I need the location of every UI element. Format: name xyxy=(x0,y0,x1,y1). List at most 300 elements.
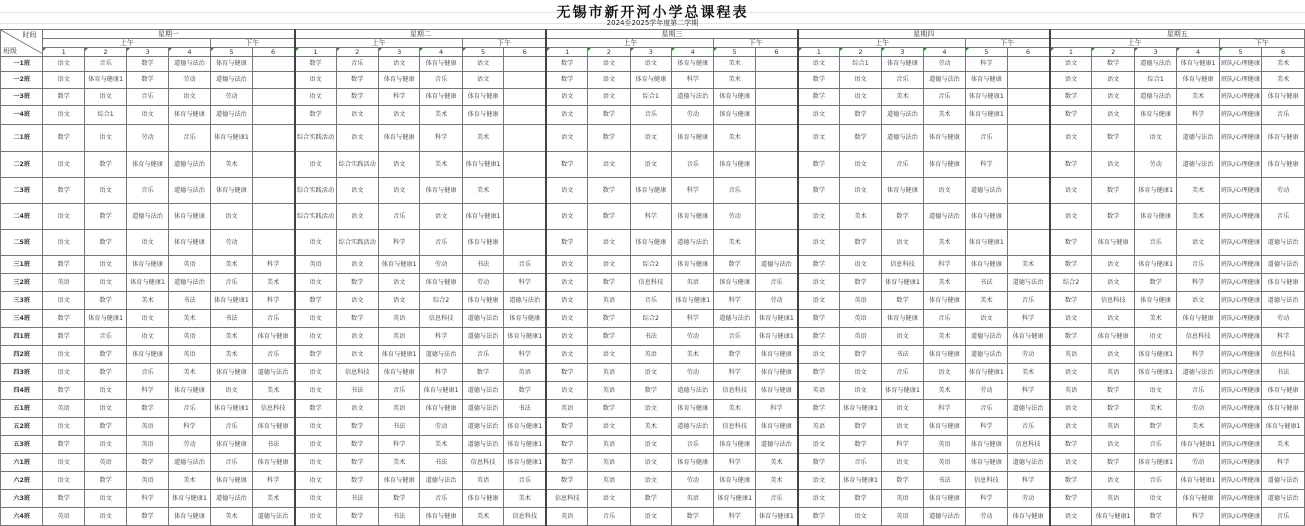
lesson-cell[interactable]: 数学 xyxy=(588,125,630,152)
lesson-cell[interactable]: 体育与健康 xyxy=(1134,106,1176,125)
lesson-cell[interactable]: 班队/心理健康 xyxy=(1219,418,1261,436)
lesson-cell[interactable]: 体育与健康 xyxy=(630,178,671,204)
lesson-cell[interactable]: 体育与健康 xyxy=(672,400,714,418)
lesson-cell[interactable]: 综合2 xyxy=(420,292,462,310)
lesson-cell[interactable]: 数学 xyxy=(43,125,84,152)
lesson-cell[interactable]: 科学 xyxy=(755,400,797,418)
lesson-cell[interactable]: 语文 xyxy=(588,72,630,89)
lesson-cell[interactable]: 劳动 xyxy=(672,472,714,490)
lesson-cell[interactable]: 语文 xyxy=(336,328,378,346)
lesson-cell[interactable]: 数学 xyxy=(1092,57,1134,72)
lesson-cell[interactable]: 英语 xyxy=(546,508,587,526)
lesson-cell[interactable]: 数学 xyxy=(1050,230,1092,256)
lesson-cell[interactable]: 语文 xyxy=(1092,274,1134,292)
lesson-cell[interactable]: 美术 xyxy=(923,382,965,400)
lesson-cell[interactable]: 英语 xyxy=(839,310,881,328)
lesson-cell[interactable]: 信息科技 xyxy=(1177,328,1219,346)
lesson-cell[interactable]: 体育与健康 xyxy=(966,436,1007,454)
lesson-cell[interactable]: 数学 xyxy=(546,472,587,490)
lesson-cell[interactable]: 数学 xyxy=(1134,508,1176,526)
lesson-cell[interactable]: 信息科技 xyxy=(504,508,546,526)
lesson-cell[interactable]: 英语 xyxy=(127,418,168,436)
lesson-cell[interactable] xyxy=(755,106,797,125)
lesson-cell[interactable]: 语文 xyxy=(84,436,126,454)
lesson-cell[interactable]: 道德与法治 xyxy=(714,310,755,328)
lesson-cell[interactable]: 数学 xyxy=(84,472,126,490)
lesson-cell[interactable]: 班队/心理健康 xyxy=(1219,274,1261,292)
lesson-cell[interactable]: 音乐 xyxy=(211,274,252,292)
lesson-cell[interactable]: 数学 xyxy=(1092,454,1134,472)
lesson-cell[interactable] xyxy=(1007,57,1049,72)
lesson-cell[interactable]: 数学 xyxy=(798,328,839,346)
lesson-cell[interactable]: 语文 xyxy=(798,125,839,152)
lesson-cell[interactable]: 音乐 xyxy=(504,256,546,274)
lesson-cell[interactable]: 数学 xyxy=(546,364,587,382)
lesson-cell[interactable]: 数学 xyxy=(798,178,839,204)
lesson-cell[interactable]: 语文 xyxy=(546,256,587,274)
lesson-cell[interactable]: 班队/心理健康 xyxy=(1219,436,1261,454)
lesson-cell[interactable]: 语文 xyxy=(839,72,881,89)
lesson-cell[interactable]: 语文 xyxy=(588,230,630,256)
lesson-cell[interactable]: 语文 xyxy=(546,125,587,152)
lesson-cell[interactable]: 音乐 xyxy=(252,346,294,364)
lesson-cell[interactable]: 语文 xyxy=(336,204,378,230)
lesson-cell[interactable]: 体育与健康1 xyxy=(1134,346,1176,364)
lesson-cell[interactable]: 美术 xyxy=(839,204,881,230)
lesson-cell[interactable]: 语文 xyxy=(84,178,126,204)
lesson-cell[interactable]: 体育与健康 xyxy=(1134,204,1176,230)
lesson-cell[interactable]: 语文 xyxy=(588,152,630,178)
lesson-cell[interactable]: 英语 xyxy=(295,256,336,274)
lesson-cell[interactable]: 语文 xyxy=(84,508,126,526)
lesson-cell[interactable]: 语文 xyxy=(295,72,336,89)
lesson-cell[interactable]: 道德与法治 xyxy=(672,418,714,436)
lesson-cell[interactable]: 体育与健康 xyxy=(882,57,923,72)
lesson-cell[interactable]: 美术 xyxy=(420,106,462,125)
lesson-cell[interactable]: 数学 xyxy=(336,472,378,490)
lesson-cell[interactable]: 数学 xyxy=(127,454,168,472)
lesson-cell[interactable]: 数学 xyxy=(546,72,587,89)
lesson-cell[interactable]: 美术 xyxy=(168,364,210,382)
lesson-cell[interactable]: 劳动 xyxy=(168,436,210,454)
lesson-cell[interactable]: 科学 xyxy=(127,490,168,508)
lesson-cell[interactable]: 劳动 xyxy=(1177,400,1219,418)
lesson-cell[interactable]: 劳动 xyxy=(1007,490,1049,508)
lesson-cell[interactable]: 体育与健康1 xyxy=(966,230,1007,256)
lesson-cell[interactable]: 道德与法治 xyxy=(462,382,503,400)
lesson-cell[interactable]: 综合2 xyxy=(630,310,671,328)
lesson-cell[interactable]: 美术 xyxy=(1007,256,1049,274)
lesson-cell[interactable]: 语文 xyxy=(546,346,587,364)
lesson-cell[interactable]: 语文 xyxy=(839,152,881,178)
lesson-cell[interactable]: 体育与健康 xyxy=(714,274,755,292)
lesson-cell[interactable]: 体育与健康1 xyxy=(1134,454,1176,472)
lesson-cell[interactable]: 语文 xyxy=(378,274,419,292)
lesson-cell[interactable]: 音乐 xyxy=(588,508,630,526)
lesson-cell[interactable]: 英语 xyxy=(1092,490,1134,508)
lesson-cell[interactable]: 英语 xyxy=(882,490,923,508)
lesson-cell[interactable]: 体育与健康1 xyxy=(504,436,546,454)
lesson-cell[interactable]: 语文 xyxy=(43,454,84,472)
lesson-cell[interactable]: 数学 xyxy=(127,72,168,89)
lesson-cell[interactable]: 数学 xyxy=(295,106,336,125)
lesson-cell[interactable]: 美术 xyxy=(462,125,503,152)
lesson-cell[interactable]: 音乐 xyxy=(1007,292,1049,310)
lesson-cell[interactable]: 语文 xyxy=(336,292,378,310)
lesson-cell[interactable]: 数学 xyxy=(588,204,630,230)
lesson-cell[interactable]: 美术 xyxy=(1134,310,1176,328)
lesson-cell[interactable]: 体育与健康 xyxy=(923,490,965,508)
lesson-cell[interactable]: 语文 xyxy=(630,400,671,418)
lesson-cell[interactable]: 科学 xyxy=(630,204,671,230)
lesson-cell[interactable]: 语文 xyxy=(882,418,923,436)
lesson-cell[interactable]: 数学 xyxy=(798,508,839,526)
lesson-cell[interactable]: 数学 xyxy=(1050,436,1092,454)
lesson-cell[interactable]: 数学 xyxy=(295,57,336,72)
lesson-cell[interactable]: 语文 xyxy=(1092,152,1134,178)
lesson-cell[interactable]: 美术 xyxy=(714,125,755,152)
lesson-cell[interactable]: 美术 xyxy=(672,346,714,364)
lesson-cell[interactable]: 体育与健康 xyxy=(378,125,419,152)
lesson-cell[interactable]: 体育与健康 xyxy=(168,106,210,125)
lesson-cell[interactable]: 道德与法治 xyxy=(966,346,1007,364)
lesson-cell[interactable]: 道德与法治 xyxy=(1177,364,1219,382)
lesson-cell[interactable]: 道德与法治 xyxy=(168,57,210,72)
lesson-cell[interactable]: 体育与健康 xyxy=(127,152,168,178)
lesson-cell[interactable]: 英语 xyxy=(630,346,671,364)
lesson-cell[interactable]: 英语 xyxy=(546,400,587,418)
lesson-cell[interactable]: 语文 xyxy=(839,89,881,106)
lesson-cell[interactable]: 音乐 xyxy=(168,125,210,152)
lesson-cell[interactable]: 道德与法治 xyxy=(211,72,252,89)
lesson-cell[interactable]: 音乐 xyxy=(336,57,378,72)
lesson-cell[interactable]: 班队/心理健康 xyxy=(1219,508,1261,526)
lesson-cell[interactable]: 道德与法治 xyxy=(1262,256,1305,274)
lesson-cell[interactable]: 书法 xyxy=(923,472,965,490)
lesson-cell[interactable]: 体育与健康 xyxy=(504,310,546,328)
lesson-cell[interactable] xyxy=(755,204,797,230)
lesson-cell[interactable]: 英语 xyxy=(43,508,84,526)
lesson-cell[interactable]: 信息科技 xyxy=(252,400,294,418)
lesson-cell[interactable]: 道德与法治 xyxy=(1007,274,1049,292)
lesson-cell[interactable]: 综合1 xyxy=(1134,72,1176,89)
lesson-cell[interactable] xyxy=(755,125,797,152)
lesson-cell[interactable]: 音乐 xyxy=(420,72,462,89)
lesson-cell[interactable]: 班队/心理健康 xyxy=(1219,310,1261,328)
lesson-cell[interactable]: 语文 xyxy=(295,418,336,436)
lesson-cell[interactable]: 语文 xyxy=(1050,364,1092,382)
lesson-cell[interactable]: 语文 xyxy=(84,400,126,418)
lesson-cell[interactable]: 音乐 xyxy=(966,400,1007,418)
lesson-cell[interactable]: 语文 xyxy=(923,178,965,204)
lesson-cell[interactable]: 体育与健康1 xyxy=(966,364,1007,382)
lesson-cell[interactable]: 体育与健康 xyxy=(211,364,252,382)
lesson-cell[interactable]: 英语 xyxy=(127,436,168,454)
lesson-cell[interactable]: 英语 xyxy=(588,472,630,490)
lesson-cell[interactable]: 语文 xyxy=(420,204,462,230)
lesson-cell[interactable]: 音乐 xyxy=(84,328,126,346)
lesson-cell[interactable]: 数学 xyxy=(798,310,839,328)
lesson-cell[interactable]: 道德与法治 xyxy=(168,274,210,292)
lesson-cell[interactable]: 道德与法治 xyxy=(420,472,462,490)
lesson-cell[interactable]: 美术 xyxy=(923,106,965,125)
lesson-cell[interactable]: 科学 xyxy=(420,364,462,382)
lesson-cell[interactable]: 体育与健康 xyxy=(378,364,419,382)
lesson-cell[interactable]: 数学 xyxy=(378,490,419,508)
lesson-cell[interactable]: 科学 xyxy=(672,72,714,89)
lesson-cell[interactable]: 体育与健康 xyxy=(168,508,210,526)
lesson-cell[interactable]: 英语 xyxy=(43,274,84,292)
lesson-cell[interactable]: 劳动 xyxy=(1177,454,1219,472)
lesson-cell[interactable]: 英语 xyxy=(43,400,84,418)
lesson-cell[interactable]: 音乐 xyxy=(672,152,714,178)
lesson-cell[interactable]: 数学 xyxy=(546,152,587,178)
lesson-cell[interactable]: 道德与法治 xyxy=(966,178,1007,204)
lesson-cell[interactable]: 美术 xyxy=(923,328,965,346)
lesson-cell[interactable]: 美术 xyxy=(714,57,755,72)
lesson-cell[interactable]: 劳动 xyxy=(714,204,755,230)
lesson-cell[interactable]: 体育与健康 xyxy=(127,346,168,364)
lesson-cell[interactable] xyxy=(504,72,546,89)
lesson-cell[interactable]: 劳动 xyxy=(672,364,714,382)
lesson-cell[interactable]: 数学 xyxy=(882,204,923,230)
lesson-cell[interactable]: 信息科技 xyxy=(546,490,587,508)
lesson-cell[interactable]: 道德与法治 xyxy=(462,400,503,418)
lesson-cell[interactable]: 体育与健康 xyxy=(966,204,1007,230)
lesson-cell[interactable]: 语文 xyxy=(839,508,881,526)
lesson-cell[interactable]: 语文 xyxy=(588,256,630,274)
lesson-cell[interactable]: 美术 xyxy=(168,310,210,328)
lesson-cell[interactable]: 音乐 xyxy=(966,125,1007,152)
lesson-cell[interactable]: 语文 xyxy=(43,418,84,436)
lesson-cell[interactable]: 体育与健康 xyxy=(630,72,671,89)
lesson-cell[interactable]: 综合1 xyxy=(630,89,671,106)
lesson-cell[interactable]: 英语 xyxy=(378,328,419,346)
lesson-cell[interactable] xyxy=(1007,72,1049,89)
lesson-cell[interactable]: 数学 xyxy=(1134,418,1176,436)
lesson-cell[interactable]: 数学 xyxy=(1092,382,1134,400)
lesson-cell[interactable]: 数学 xyxy=(1050,490,1092,508)
lesson-cell[interactable]: 音乐 xyxy=(714,328,755,346)
lesson-cell[interactable]: 书法 xyxy=(630,328,671,346)
lesson-cell[interactable] xyxy=(252,230,294,256)
lesson-cell[interactable]: 道德与法治 xyxy=(672,382,714,400)
lesson-cell[interactable]: 语文 xyxy=(43,152,84,178)
lesson-cell[interactable]: 体育与健康1 xyxy=(211,292,252,310)
lesson-cell[interactable]: 体育与健康1 xyxy=(1092,508,1134,526)
lesson-cell[interactable]: 数学 xyxy=(43,382,84,400)
lesson-cell[interactable]: 班队/心理健康 xyxy=(1219,125,1261,152)
lesson-cell[interactable]: 体育与健康 xyxy=(630,230,671,256)
lesson-cell[interactable]: 体育与健康1 xyxy=(504,328,546,346)
lesson-cell[interactable]: 体育与健康1 xyxy=(714,490,755,508)
lesson-cell[interactable]: 信息科技 xyxy=(714,382,755,400)
lesson-cell[interactable]: 科学 xyxy=(672,310,714,328)
lesson-cell[interactable] xyxy=(252,57,294,72)
lesson-cell[interactable]: 语文 xyxy=(295,436,336,454)
lesson-cell[interactable]: 语文 xyxy=(798,490,839,508)
lesson-cell[interactable]: 科学 xyxy=(378,436,419,454)
lesson-cell[interactable]: 信息科技 xyxy=(336,364,378,382)
lesson-cell[interactable]: 数学 xyxy=(798,256,839,274)
lesson-cell[interactable]: 劳动 xyxy=(1134,152,1176,178)
lesson-cell[interactable]: 书法 xyxy=(378,508,419,526)
lesson-cell[interactable]: 道德与法治 xyxy=(672,230,714,256)
lesson-cell[interactable]: 语文 xyxy=(839,178,881,204)
lesson-cell[interactable]: 语文 xyxy=(84,274,126,292)
lesson-cell[interactable]: 劳动 xyxy=(1007,346,1049,364)
lesson-cell[interactable]: 科学 xyxy=(252,256,294,274)
lesson-cell[interactable]: 体育与健康 xyxy=(252,418,294,436)
lesson-cell[interactable]: 科学 xyxy=(504,274,546,292)
lesson-cell[interactable]: 语文 xyxy=(43,204,84,230)
lesson-cell[interactable]: 语文 xyxy=(336,346,378,364)
lesson-cell[interactable] xyxy=(504,106,546,125)
lesson-cell[interactable]: 班队/心理健康 xyxy=(1219,106,1261,125)
lesson-cell[interactable]: 语文 xyxy=(336,256,378,274)
lesson-cell[interactable]: 体育与健康 xyxy=(127,256,168,274)
lesson-cell[interactable]: 体育与健康 xyxy=(923,292,965,310)
lesson-cell[interactable]: 信息科技 xyxy=(966,472,1007,490)
lesson-cell[interactable]: 英语 xyxy=(588,382,630,400)
lesson-cell[interactable]: 数学 xyxy=(336,418,378,436)
lesson-cell[interactable]: 体育与健康 xyxy=(211,472,252,490)
lesson-cell[interactable]: 科学 xyxy=(714,508,755,526)
lesson-cell[interactable]: 班队/心理健康 xyxy=(1219,472,1261,490)
lesson-cell[interactable]: 英语 xyxy=(378,310,419,328)
lesson-cell[interactable]: 科学 xyxy=(127,382,168,400)
lesson-cell[interactable]: 语文 xyxy=(1050,418,1092,436)
lesson-cell[interactable]: 体育与健康1 xyxy=(127,274,168,292)
lesson-cell[interactable]: 体育与健康1 xyxy=(462,204,503,230)
lesson-cell[interactable]: 综合1 xyxy=(84,106,126,125)
lesson-cell[interactable]: 语文 xyxy=(882,454,923,472)
lesson-cell[interactable]: 数学 xyxy=(882,292,923,310)
lesson-cell[interactable]: 体育与健康1 xyxy=(966,106,1007,125)
lesson-cell[interactable]: 体育与健康 xyxy=(1177,310,1219,328)
lesson-cell[interactable]: 道德与法治 xyxy=(211,106,252,125)
lesson-cell[interactable]: 体育与健康1 xyxy=(211,125,252,152)
lesson-cell[interactable]: 科学 xyxy=(1007,472,1049,490)
lesson-cell[interactable]: 数学 xyxy=(630,382,671,400)
lesson-cell[interactable]: 综合1 xyxy=(839,57,881,72)
lesson-cell[interactable]: 语文 xyxy=(546,89,587,106)
lesson-cell[interactable]: 体育与健康 xyxy=(966,72,1007,89)
lesson-cell[interactable]: 语文 xyxy=(1092,72,1134,89)
lesson-cell[interactable]: 数学 xyxy=(1092,400,1134,418)
lesson-cell[interactable]: 体育与健康1 xyxy=(420,382,462,400)
lesson-cell[interactable]: 语文 xyxy=(43,346,84,364)
lesson-cell[interactable]: 语文 xyxy=(295,328,336,346)
lesson-cell[interactable]: 班队/心理健康 xyxy=(1219,57,1261,72)
lesson-cell[interactable]: 语文 xyxy=(882,230,923,256)
lesson-cell[interactable]: 科学 xyxy=(714,454,755,472)
lesson-cell[interactable]: 语文 xyxy=(546,328,587,346)
lesson-cell[interactable]: 体育与健康1 xyxy=(1134,256,1176,274)
lesson-cell[interactable]: 体育与健康1 xyxy=(1134,364,1176,382)
lesson-cell[interactable]: 书法 xyxy=(252,436,294,454)
lesson-cell[interactable]: 班队/心理健康 xyxy=(1219,152,1261,178)
lesson-cell[interactable]: 语文 xyxy=(798,292,839,310)
lesson-cell[interactable]: 道德与法治 xyxy=(882,125,923,152)
lesson-cell[interactable]: 语文 xyxy=(1177,292,1219,310)
lesson-cell[interactable]: 班队/心理健康 xyxy=(1219,256,1261,274)
lesson-cell[interactable]: 音乐 xyxy=(1007,418,1049,436)
lesson-cell[interactable]: 道德与法治 xyxy=(755,256,797,274)
lesson-cell[interactable]: 数学 xyxy=(84,230,126,256)
lesson-cell[interactable]: 数学 xyxy=(546,454,587,472)
lesson-cell[interactable]: 书法 xyxy=(966,274,1007,292)
lesson-cell[interactable]: 美术 xyxy=(252,382,294,400)
lesson-cell[interactable]: 体育与健康 xyxy=(462,106,503,125)
lesson-cell[interactable]: 体育与健康 xyxy=(462,230,503,256)
lesson-cell[interactable]: 书法 xyxy=(504,400,546,418)
lesson-cell[interactable]: 科学 xyxy=(714,292,755,310)
lesson-cell[interactable]: 道德与法治 xyxy=(211,490,252,508)
lesson-cell[interactable]: 语文 xyxy=(1134,382,1176,400)
lesson-cell[interactable]: 数学 xyxy=(1050,256,1092,274)
lesson-cell[interactable]: 数学 xyxy=(882,472,923,490)
lesson-cell[interactable]: 语文 xyxy=(630,125,671,152)
lesson-cell[interactable]: 体育与健康1 xyxy=(966,89,1007,106)
lesson-cell[interactable]: 体育与健康 xyxy=(923,152,965,178)
lesson-cell[interactable]: 音乐 xyxy=(84,57,126,72)
lesson-cell[interactable]: 劳动 xyxy=(211,89,252,106)
lesson-cell[interactable]: 语文 xyxy=(43,292,84,310)
lesson-cell[interactable]: 语文 xyxy=(588,418,630,436)
lesson-cell[interactable]: 英语 xyxy=(168,328,210,346)
lesson-cell[interactable]: 音乐 xyxy=(252,310,294,328)
lesson-cell[interactable]: 数学 xyxy=(1050,89,1092,106)
lesson-cell[interactable]: 综合实践活动 xyxy=(336,230,378,256)
lesson-cell[interactable]: 英语 xyxy=(923,436,965,454)
lesson-cell[interactable]: 体育与健康 xyxy=(714,106,755,125)
lesson-cell[interactable]: 音乐 xyxy=(882,72,923,89)
lesson-cell[interactable]: 美术 xyxy=(714,230,755,256)
lesson-cell[interactable]: 体育与健康 xyxy=(882,178,923,204)
lesson-cell[interactable]: 音乐 xyxy=(755,274,797,292)
lesson-cell[interactable]: 语文 xyxy=(966,310,1007,328)
lesson-cell[interactable]: 数学 xyxy=(798,364,839,382)
lesson-cell[interactable]: 语文 xyxy=(378,152,419,178)
lesson-cell[interactable]: 语文 xyxy=(43,472,84,490)
lesson-cell[interactable]: 数学 xyxy=(127,400,168,418)
lesson-cell[interactable]: 美术 xyxy=(755,472,797,490)
lesson-cell[interactable]: 语文 xyxy=(546,178,587,204)
lesson-cell[interactable]: 数学 xyxy=(504,382,546,400)
lesson-cell[interactable]: 语文 xyxy=(546,292,587,310)
lesson-cell[interactable] xyxy=(1007,152,1049,178)
lesson-cell[interactable]: 书法 xyxy=(378,418,419,436)
lesson-cell[interactable]: 科学 xyxy=(672,178,714,204)
lesson-cell[interactable]: 语文 xyxy=(1050,125,1092,152)
lesson-cell[interactable]: 语文 xyxy=(882,328,923,346)
lesson-cell[interactable]: 体育与健康 xyxy=(1134,292,1176,310)
lesson-cell[interactable]: 美术 xyxy=(462,508,503,526)
lesson-cell[interactable]: 科学 xyxy=(1007,310,1049,328)
lesson-cell[interactable]: 班队/心理健康 xyxy=(1219,292,1261,310)
lesson-cell[interactable]: 体育与健康 xyxy=(923,125,965,152)
lesson-cell[interactable]: 数学 xyxy=(127,57,168,72)
lesson-cell[interactable]: 科学 xyxy=(1262,328,1305,346)
lesson-cell[interactable]: 体育与健康 xyxy=(714,436,755,454)
lesson-cell[interactable]: 语文 xyxy=(378,57,419,72)
lesson-cell[interactable] xyxy=(504,57,546,72)
lesson-cell[interactable]: 美术 xyxy=(630,418,671,436)
lesson-cell[interactable]: 语文 xyxy=(43,364,84,382)
lesson-cell[interactable]: 语文 xyxy=(295,152,336,178)
lesson-cell[interactable]: 体育与健康 xyxy=(252,454,294,472)
